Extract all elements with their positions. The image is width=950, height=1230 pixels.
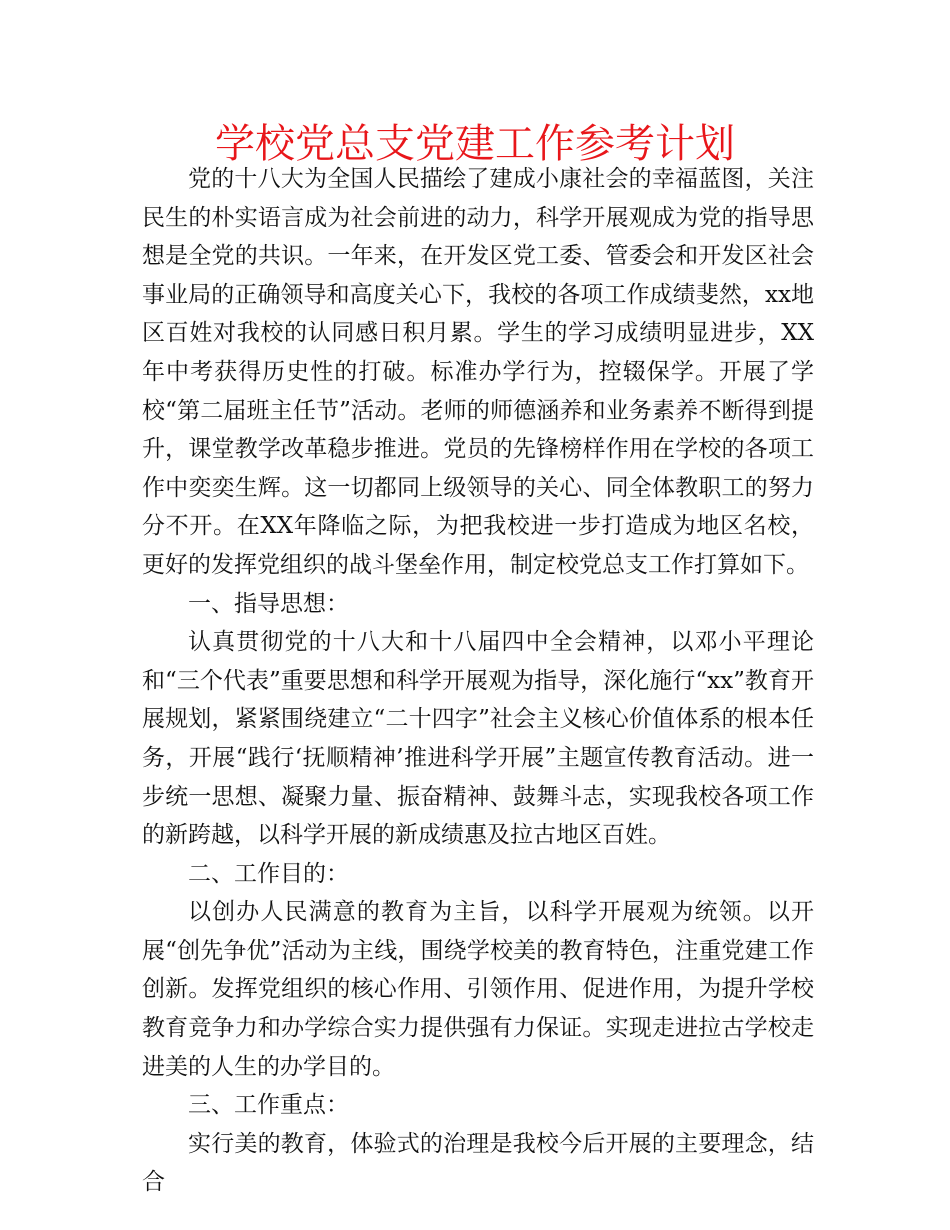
work-focus-paragraph: 实行美的教育，体验式的治理是我校今后开展的主要理念，结合 [142,1130,814,1196]
section-heading-work-focus: 三、工作重点： [188,1092,349,1119]
document-title: 学校党总支党建工作参考计划 [215,121,735,167]
section-heading-guiding-ideology: 一、指导思想： [188,590,349,617]
work-goals-paragraph: 以创办人民满意的教育为主旨，以科学开展观为统领。以开展“创先争优”活动为主线，围绕学校美的教育特色，注重党建工作创新。发挥党组织的核心作用、引领作用、促进作用，为提升学校教育竞争力和办学综合实力提供强有力保证。实现走进拉古学校走进美的人生的办学目的。 [142,899,814,1080]
guiding-ideology-paragraph: 认真贯彻党的十八大和十八届四中全会精神，以邓小平理论和“三个代表”重要思想和科学开展观为指导，深化施行“xx”教育开展规划，紧紧围绕建立“二十四字”社会主义核心价值体系的根本任务，开展“践行‘抚顺精神’推进科学开展”主题宣传教育活动。进一步统一思想、凝聚力量、振奋精神、鼓舞斗志，实现我校各项工作的新跨越，以科学开展的新成绩惠及拉古地区百姓。 [142,629,814,849]
document-body [142,160,814,1202]
intro-paragraph: 党的十八大为全国人民描绘了建成小康社会的幸福蓝图，关注民生的朴实语言成为社会前进的动力，科学开展观成为党的指导思想是全党的共识。一年来，在开发区党工委、管委会和开发区社会事业局的正确领导和高度关心下，我校的各项工作成绩斐然，xx地区百姓对我校的认同感日积月累。学生的学习成绩明显进步，XX年中考获得历史性的打破。标准办学行为，控辍保学。开展了学校“第二届班主任节”活动。老师的师德涵养和业务素养不断得到提升，课堂教学改革稳步推进。党员的先锋榜样作用在学校的各项工作中奕奕生辉。这一切都同上级领导的关心、同全体教职工的努力分不开。在XX年降临之际，为把我校进一步打造成为地区名校，更好的发挥党组织的战斗堡垒作用，制定校党总支工作打算如下。 [142,166,814,578]
section-heading-work-goals: 二、工作目的： [188,860,349,887]
